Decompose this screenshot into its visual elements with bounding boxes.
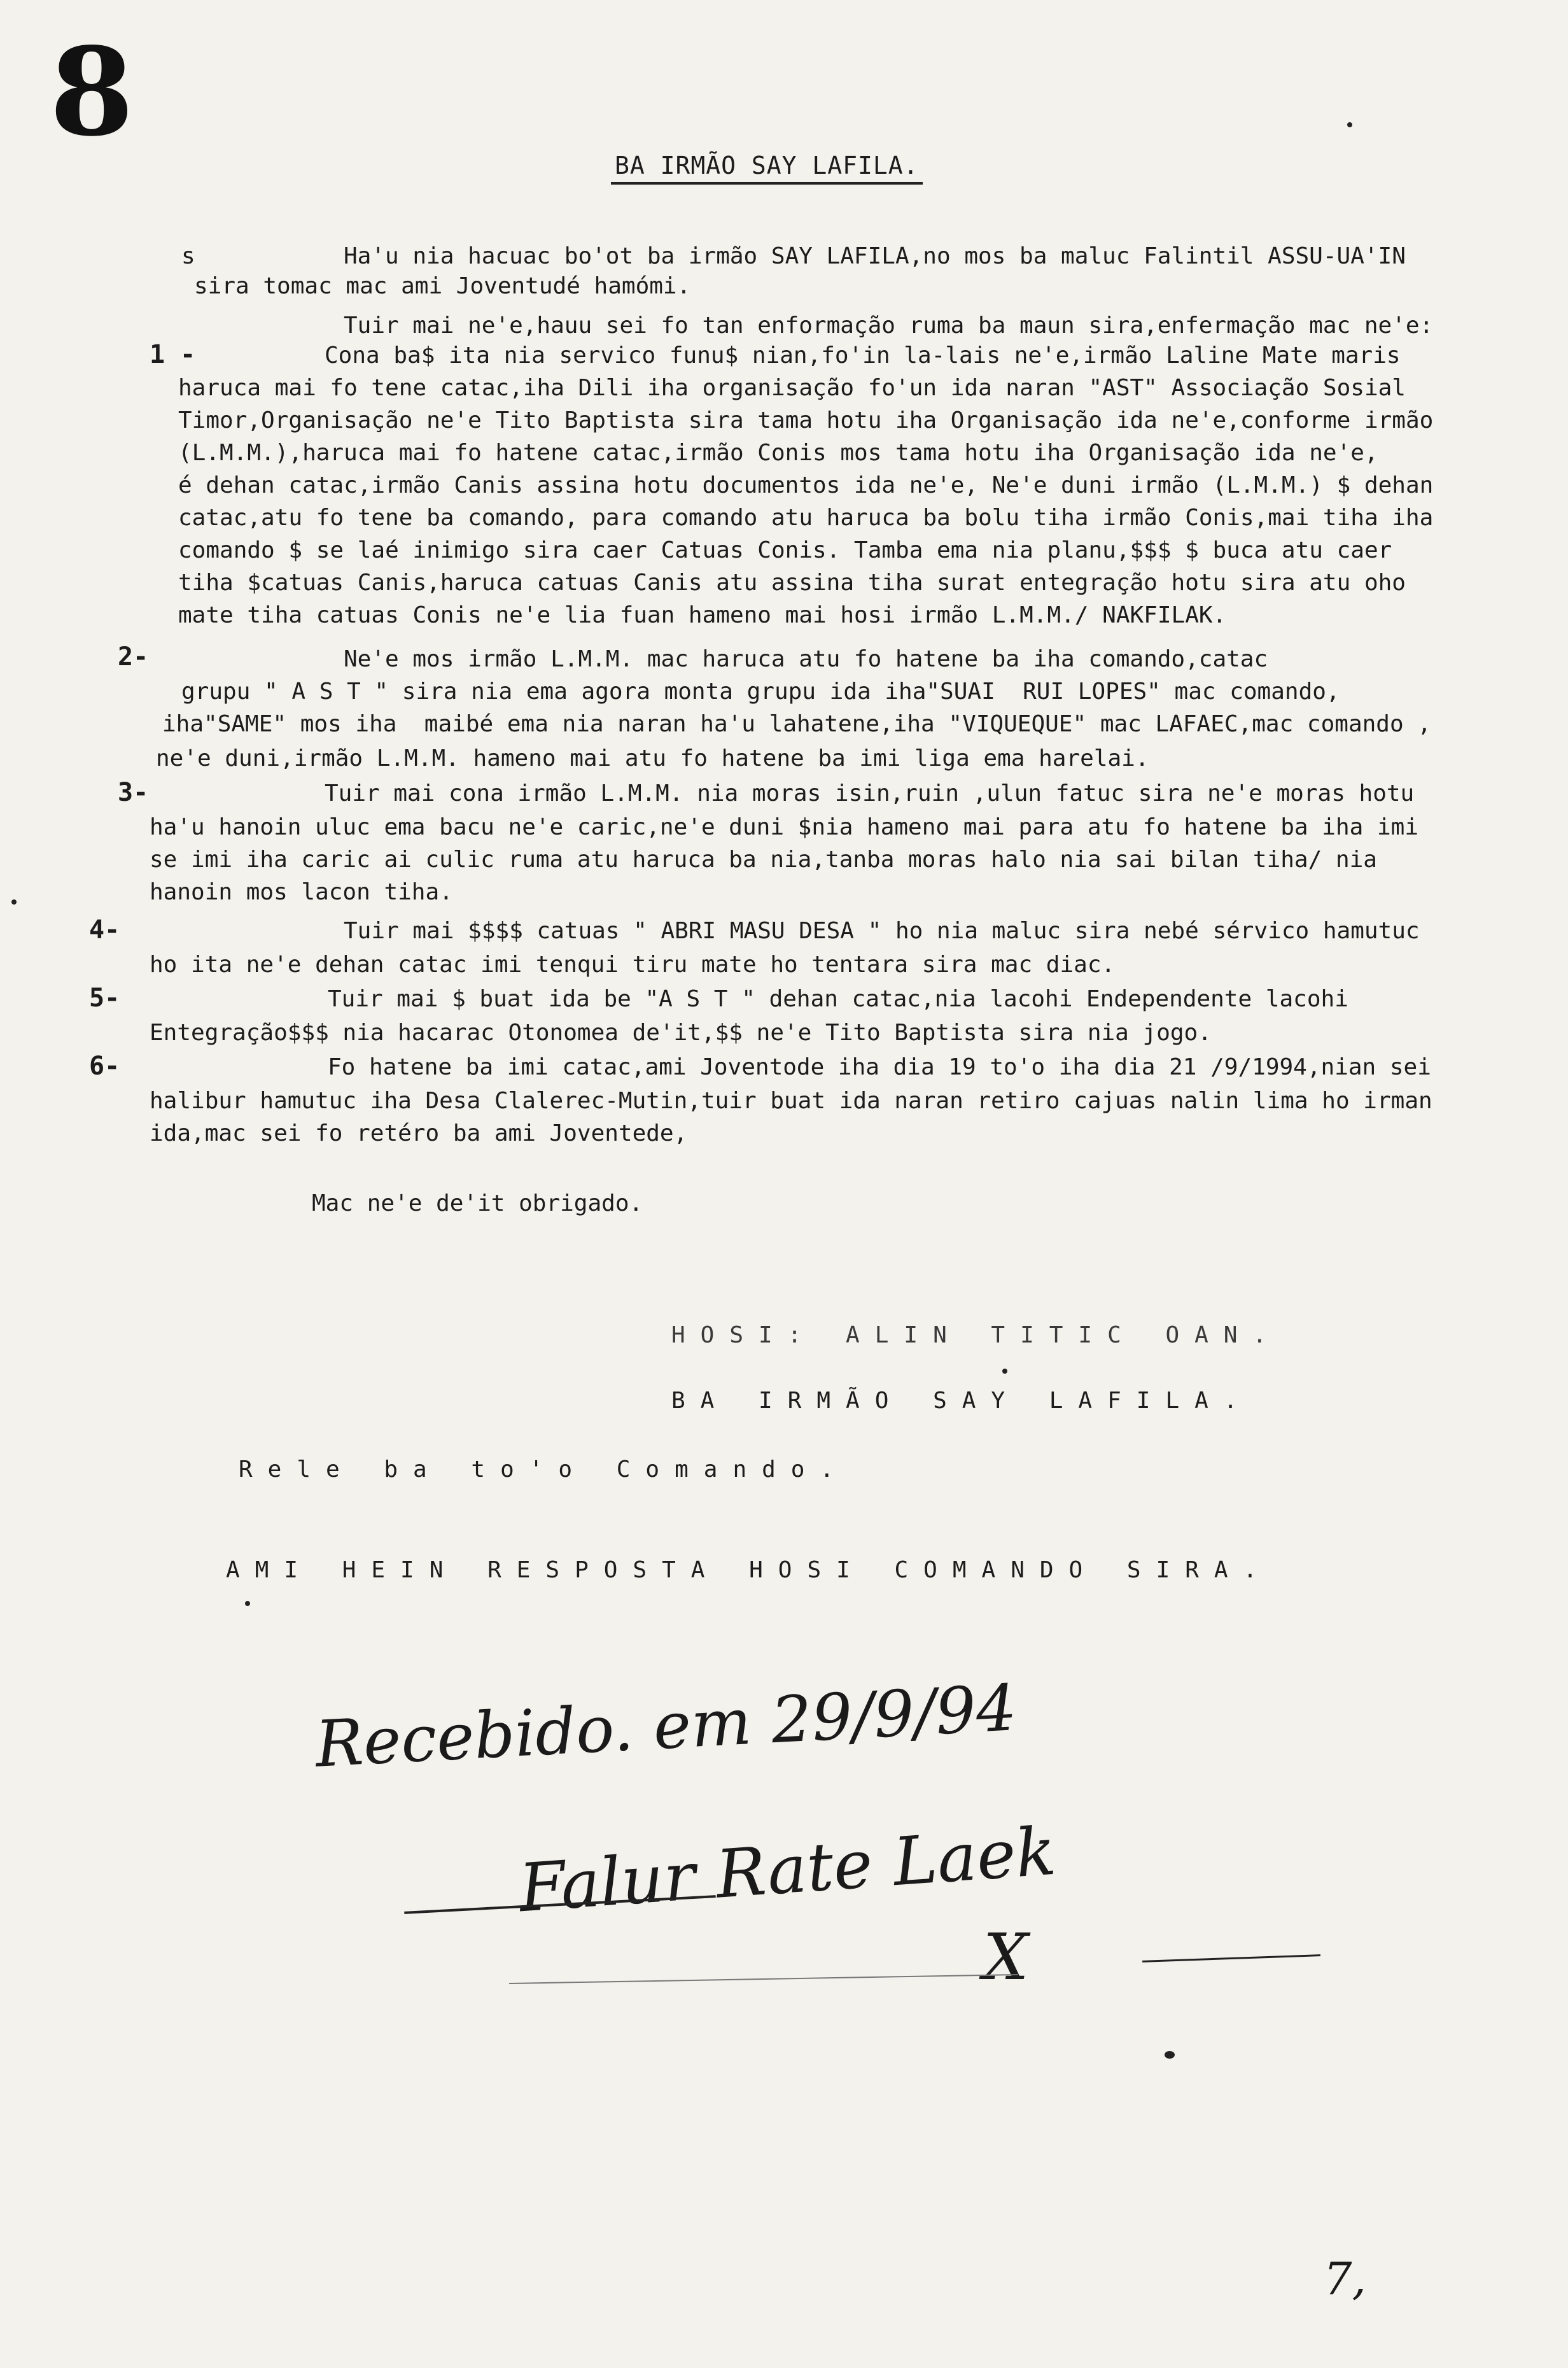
item-line: halibur hamutuc iha Desa Clalerec-Mutin,tuir buat ida naran retiro cajuas nalin lima ho irman [150,1088,1432,1114]
item-number: 3- [118,778,149,807]
ink-speck [11,899,17,905]
item-line: tiha $catuas Canis,haruca catuas Canis atu assina tiha surat entegração hotu sira atu oho [178,570,1406,596]
intro-line: sira tomac mac ami Joventudé hamómi. [194,273,691,299]
item-line: Tuir mai $$$$ catuas " ABRI MASU DESA " ho nia maluc sira nebé sérvico hamutuc [344,918,1420,944]
intro-marker: s [181,243,195,269]
item-line: ho ita ne'e dehan catac imi tenqui tiru mate ho tentara sira mac diac. [150,952,1116,978]
item-line: é dehan catac,irmão Canis assina hotu documentos ida ne'e, Ne'e duni irmão (L.M.M.) $ dehan [178,472,1434,498]
item-line: (L.M.M.),haruca mai fo hatene catac,irmão Conis mos tama hotu iha Organisação ida ne'e, [178,440,1378,466]
item-line: grupu " A S T " sira nia ema agora monta grupu ida iha"SUAI RUI LOPES" mac comando, [181,679,1340,705]
item-line: Fo hatene ba imi catac,ami Joventode iha dia 19 to'o iha dia 21 /9/1994,nian sei [328,1054,1431,1080]
handwritten-signature: Falur Rate Laek [516,1812,1059,1928]
ink-speck [245,1601,250,1606]
sender-from: HOSI: ALIN TITIC OAN. [671,1322,1282,1348]
intro-line: Tuir mai ne'e,hauu sei fo tan enformação ruma ba maun sira,enfermação mac ne'e: [344,313,1434,339]
item-line: haruca mai fo tene catac,iha Dili iha organisação fo'un ida naran "AST" Associação Sosial [178,375,1406,401]
handwritten-cross-mark: X [983,1920,1029,1994]
corner-page-mark: 8 [50,21,134,163]
item-line: ne'e duni,irmão L.M.M. hameno mai atu fo hatene ba imi liga ema harelai. [156,745,1149,772]
ink-speck [1347,122,1352,127]
intro-line: Ha'u nia hacuac bo'ot ba irmão SAY LAFILA,no mos ba maluc Falintil ASSU-UA'IN [344,243,1406,269]
item-line: comando $ se laé inimigo sira caer Catuas Conis. Tamba ema nia planu,$$$ $ buca atu caer [178,537,1392,563]
item-line: hanoin mos lacon tiha. [150,879,453,905]
closing-line: Mac ne'e de'it obrigado. [312,1190,643,1216]
item-number: 2- [118,642,149,672]
item-line: Tuir mai cona irmão L.M.M. nia moras isin,ruin ,ulun fatuc sira ne'e moras hotu [325,780,1415,807]
item-line: ida,mac sei fo retéro ba ami Joventede, [150,1120,688,1146]
item-line: Cona ba$ ita nia servico funu$ nian,fo'in la-lais ne'e,irmão Laline Mate maris [325,342,1401,369]
item-number: 5- [89,983,120,1013]
item-line: ha'u hanoin uluc ema bacu ne'e caric,ne'e duni $nia hameno mai para atu fo hatene ba iha imi [150,814,1418,840]
item-line: Tuir mai $ buat ida be "A S T " dehan catac,nia lacohi Endependente lacohi [328,986,1348,1012]
item-number: 4- [89,915,120,945]
pen-stroke [509,1974,1018,1984]
ink-speck [1002,1369,1007,1374]
sender-to: BA IRMÃO SAY LAFILA. [671,1388,1253,1414]
page-number: 7, [1324,2253,1366,2305]
pen-stroke [1142,1954,1320,1963]
item-line: Timor,Organisação ne'e Tito Baptista sira tama hotu iha Organisação ida ne'e,conforme irmão [178,407,1434,433]
ink-speck [1165,2051,1175,2059]
item-line: Entegração$$$ nia hacarac Otonomea de'it,$$ ne'e Tito Baptista sira nia jogo. [150,1020,1212,1046]
item-line: mate tiha catuas Conis ne'e lia fuan hameno mai hosi irmão L.M.M./ NAKFILAK. [178,602,1227,628]
item-line: iha"SAME" mos iha maibé ema nia naran ha'u lahatene,iha "VIQUEQUE" mac LAFAEC,mac comando , [162,711,1431,737]
item-number: 1 - [150,340,196,369]
item-number: 6- [89,1052,120,1081]
relay-instruction: Rele ba to'o Comando. [239,1456,850,1483]
handwritten-received-date: Recebido. em 29/9/94 [313,1670,1019,1782]
item-line: Ne'e mos irmão L.M.M. mac haruca atu fo hatene ba iha comando,catac [344,646,1268,672]
item-line: se imi iha caric ai culic ruma atu haruca ba nia,tanba moras halo nia sai bilan tiha/ nia [150,847,1377,873]
item-line: catac,atu fo tene ba comando, para comando atu haruca ba bolu tiha irmão Conis,mai tiha iha [178,505,1434,531]
response-request: AMI HEIN RESPOSTA HOSI COMANDO SIRA. [226,1557,1273,1583]
document-title: BA IRMÃO SAY LAFILA. [611,152,923,185]
